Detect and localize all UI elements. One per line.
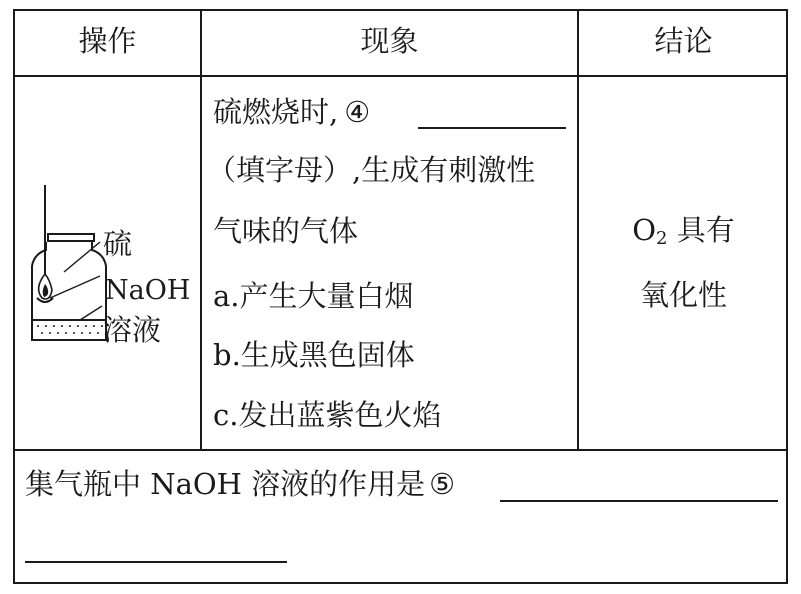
conclusion-line-1	[579, 213, 788, 249]
answer-blank-5-line-2[interactable]	[25, 561, 287, 563]
option-c: c.发出蓝紫色火焰	[213, 398, 442, 432]
answer-blank-5-line-1[interactable]	[500, 500, 778, 502]
body-divider	[13, 449, 788, 451]
column-divider-1	[200, 9, 202, 450]
conclusion-has: 具有	[667, 213, 735, 247]
answer-blank-4[interactable]	[418, 127, 566, 129]
phenomenon-line-3: 气味的气体	[213, 214, 359, 248]
header-divider	[13, 75, 788, 77]
label-sulfur: 硫	[103, 227, 133, 261]
phenomenon-line-2: （填字母）,生成有刺激性	[207, 153, 536, 187]
circle-number-4: ④	[344, 95, 371, 129]
phenomenon-line-1-text: 硫燃烧时,	[213, 95, 339, 129]
circle-number-5: ⑤	[429, 467, 456, 501]
label-solution: 溶液	[103, 313, 162, 347]
footer-question-text: 集气瓶中 NaOH 溶液的作用是	[25, 467, 426, 501]
option-a: a.产生大量白烟	[213, 279, 414, 313]
header-conclusion: 结论	[654, 24, 713, 58]
footer-question	[25, 467, 456, 501]
option-b: b.生成黑色固体	[213, 338, 415, 372]
oxygen-subscript: 2	[656, 228, 668, 249]
label-naoh: NaOH	[105, 275, 191, 306]
header-operation: 操作	[78, 24, 137, 58]
header-phenomenon: 现象	[360, 24, 419, 58]
oxygen-symbol: O	[632, 213, 657, 247]
phenomenon-line-1	[213, 95, 371, 129]
conclusion-line-2: 氧化性	[639, 278, 727, 312]
